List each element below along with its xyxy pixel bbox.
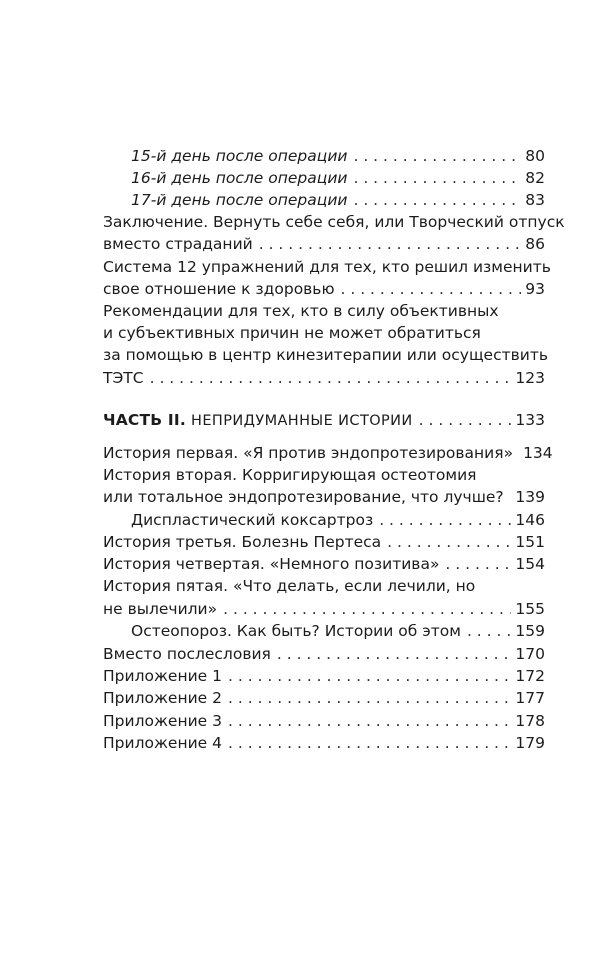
toc-entry[interactable] xyxy=(131,509,545,531)
toc-page-number: 177 xyxy=(515,689,545,707)
toc-entry[interactable] xyxy=(103,531,545,553)
leader-dots xyxy=(150,367,512,389)
part-title xyxy=(103,409,413,432)
toc-entry-title: 15-й день после операции xyxy=(131,147,348,165)
toc-entry[interactable] xyxy=(103,665,545,687)
toc-entry[interactable] xyxy=(131,189,545,211)
toc-entry-title: Диспластический коксартроз xyxy=(131,511,374,529)
toc-entry-title: История четвертая. «Немного позитива» xyxy=(103,555,440,573)
toc-entry[interactable] xyxy=(103,643,545,665)
leader-dots xyxy=(510,486,512,508)
toc-entry[interactable] xyxy=(131,167,545,189)
toc-entry-title: Остеопороз. Как быть? Истории об этом xyxy=(131,622,461,640)
toc-page-number: 133 xyxy=(515,411,545,429)
toc-page-number: 139 xyxy=(515,488,545,506)
leader-dots xyxy=(353,167,521,189)
leader-dots xyxy=(387,531,511,553)
toc-page-number: 179 xyxy=(515,734,545,752)
toc-page-number: 82 xyxy=(525,169,545,187)
toc-page-number: 151 xyxy=(515,533,545,551)
toc-page-number: 159 xyxy=(515,622,545,640)
toc-entry[interactable] xyxy=(103,367,545,389)
toc-entry[interactable] xyxy=(103,442,553,464)
toc-entry-title: 17-й день после операции xyxy=(131,191,348,209)
toc-page-number: 83 xyxy=(525,191,545,209)
toc-entry[interactable] xyxy=(103,732,545,754)
toc-entry[interactable] xyxy=(103,486,545,508)
part-number: ЧАСТЬ II. xyxy=(103,411,186,429)
toc-page-number: 146 xyxy=(515,511,545,529)
toc-entry-line: История вторая. Корригирующая остеотомия xyxy=(103,466,477,484)
toc-entry-title: ТЭТС xyxy=(103,369,144,387)
toc-page-number: 134 xyxy=(523,444,553,462)
leader-dots xyxy=(228,710,511,732)
leader-dots xyxy=(277,643,512,665)
toc-page-number: 178 xyxy=(515,712,545,730)
toc-page-number: 155 xyxy=(515,600,545,618)
toc-page-number: 170 xyxy=(515,645,545,663)
part-name: НЕПРИДУМАННЫЕ ИСТОРИИ xyxy=(191,413,413,429)
toc-entry-line: Заключение. Вернуть себе себя, или Творческий отпуск xyxy=(103,213,565,231)
toc-page-number: 80 xyxy=(525,147,545,165)
toc-page-number: 172 xyxy=(515,667,545,685)
toc-entry-line: Рекомендации для тех, кто в силу объективных xyxy=(103,302,499,320)
toc-entry-line: История пятая. «Что делать, если лечили, но xyxy=(103,577,476,595)
leader-dots xyxy=(379,509,511,531)
toc-entry[interactable] xyxy=(103,278,545,300)
toc-part-heading[interactable] xyxy=(103,409,545,431)
leader-dots xyxy=(445,553,511,575)
toc-entry-title: вместо страданий xyxy=(103,235,253,253)
toc-entry[interactable] xyxy=(131,620,545,642)
toc-entry[interactable] xyxy=(103,598,545,620)
leader-dots xyxy=(341,278,522,300)
toc-entry[interactable] xyxy=(103,233,545,255)
toc-page-number: 154 xyxy=(515,555,545,573)
toc-page-number: 86 xyxy=(525,235,545,253)
toc-entry-title: не вылечили» xyxy=(103,600,218,618)
toc-page-number: 123 xyxy=(515,369,545,387)
toc-entry-title: Приложение 4 xyxy=(103,734,222,752)
toc-entry-title: Приложение 1 xyxy=(103,667,222,685)
toc-entry-title: свое отношение к здоровью xyxy=(103,280,335,298)
leader-dots xyxy=(228,665,511,687)
leader-dots xyxy=(353,189,521,211)
toc-entry-line: и субъективных причин не может обратиться xyxy=(103,324,481,342)
toc-entry-title: Приложение 3 xyxy=(103,712,222,730)
leader-dots xyxy=(419,409,512,431)
toc-entry[interactable] xyxy=(103,687,545,709)
toc-entry-title: Вместо послесловия xyxy=(103,645,271,663)
toc-entry-title: 16-й день после операции xyxy=(131,169,348,187)
leader-dots xyxy=(228,687,511,709)
leader-dots xyxy=(223,598,511,620)
toc-entry-title: или тотальное эндопротезирование, что лучше? xyxy=(103,488,504,506)
toc-page-number: 93 xyxy=(525,280,545,298)
toc-entry-title: История первая. «Я против эндопротезирования» xyxy=(103,444,514,462)
leader-dots xyxy=(228,732,511,754)
toc-entry-line: Система 12 упражнений для тех, кто решил изменить xyxy=(103,258,551,276)
toc-entry-line: за помощью в центр кинезитерапии или осуществить xyxy=(103,346,548,364)
leader-dots xyxy=(353,145,521,167)
toc-entry-title: Приложение 2 xyxy=(103,689,222,707)
toc-entry[interactable] xyxy=(103,553,545,575)
leader-dots xyxy=(259,233,522,255)
leader-dots xyxy=(467,620,511,642)
toc-entry-title: История третья. Болезнь Пертеса xyxy=(103,533,382,551)
toc-entry[interactable] xyxy=(131,145,545,167)
toc-entry[interactable] xyxy=(103,710,545,732)
